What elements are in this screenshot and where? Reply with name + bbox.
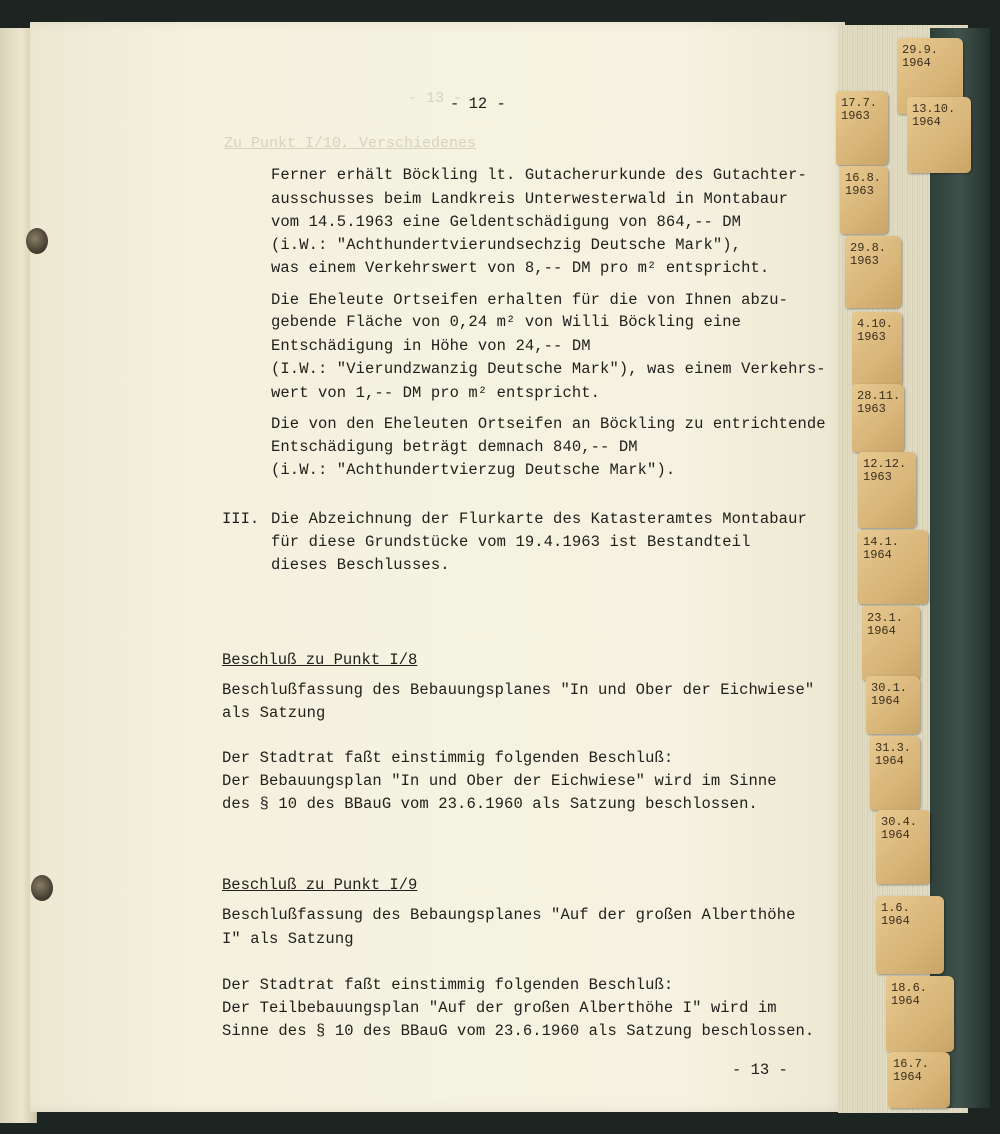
section-numeral: III. — [222, 510, 260, 528]
index-tab[interactable]: 18.6. 1964 — [886, 976, 954, 1052]
index-tab[interactable]: 31.3. 1964 — [870, 736, 920, 810]
text-line: ausschusses beim Landkreis Unterwesterwald in Montabaur — [271, 190, 789, 208]
text-line: (i.W.: "Achthundertvierundsechzig Deutsche Mark"), — [271, 236, 742, 254]
text-line: Die Abzeichnung der Flurkarte des Katasteramtes Montabaur — [271, 510, 807, 528]
text-line: I" als Satzung — [222, 930, 354, 948]
text-line: Der Bebauungsplan "In und Ober der Eichwiese" wird im Sinne — [222, 772, 777, 790]
text-line: Der Stadtrat faßt einstimmig folgenden Beschluß: — [222, 749, 674, 767]
binder-ring-top — [26, 228, 48, 254]
text-line: (I.W.: "Vierundzwanzig Deutsche Mark"), was einem Verkehrs- — [271, 360, 826, 378]
section-heading: Beschluß zu Punkt I/9 — [222, 876, 418, 894]
text-line: vom 14.5.1963 eine Geldentschädigung von 864,-- DM — [271, 213, 742, 231]
index-tab[interactable]: 30.4. 1964 — [876, 810, 930, 884]
text-line: Die Eheleute Ortseifen erhalten für die von Ihnen abzu- — [271, 291, 789, 309]
index-tab[interactable]: 29.8. 1963 — [845, 236, 901, 308]
index-tab[interactable]: 23.1. 1964 — [862, 606, 920, 680]
section-heading: Beschluß zu Punkt I/8 — [222, 651, 418, 669]
text-line: was einem Verkehrswert von 8,-- DM pro m² entspricht. — [271, 259, 770, 277]
text-line: für diese Grundstücke vom 19.4.1963 ist Bestandteil — [271, 533, 751, 551]
index-tab[interactable]: 17.7. 1963 — [836, 91, 888, 165]
text-line: des § 10 des BBauG vom 23.6.1960 als Satzung beschlossen. — [222, 795, 758, 813]
text-line: Entschädigung beträgt demnach 840,-- DM — [271, 438, 638, 456]
ghost-heading: Zu Punkt I/10, Verschiedenes — [224, 135, 477, 152]
text-line: Der Stadtrat faßt einstimmig folgenden Beschluß: — [222, 976, 674, 994]
text-line: dieses Beschlusses. — [271, 556, 450, 574]
text-line: Beschlußfassung des Bebaungsplanes "Auf der großen Alberthöhe — [222, 906, 796, 924]
index-tab[interactable]: 1.6. 1964 — [876, 896, 944, 974]
index-tab[interactable]: 16.7. 1964 — [888, 1052, 950, 1108]
text-line: Beschlußfassung des Bebauungsplanes "In und Ober der Eichwiese" — [222, 681, 815, 699]
index-tab[interactable]: 4.10. 1963 — [852, 312, 902, 386]
page-number-top: - 12 - — [450, 95, 506, 113]
text-line: Die von den Eheleuten Ortseifen an Böckling zu entrichtende — [271, 415, 826, 433]
index-tab[interactable]: 30.1. 1964 — [866, 676, 920, 734]
text-line: als Satzung — [222, 704, 326, 722]
index-tab[interactable]: 16.8. 1963 — [840, 166, 888, 234]
text-line: wert von 1,-- DM pro m² entspricht. — [271, 384, 601, 402]
index-tab[interactable]: 28.11. 1963 — [852, 384, 904, 452]
index-tab[interactable]: 12.12. 1963 — [858, 452, 916, 528]
text-line: Der Teilbebauungsplan "Auf der großen Alberthöhe I" wird im — [222, 999, 777, 1017]
index-tab[interactable]: 14.1. 1964 — [858, 530, 928, 604]
index-tab[interactable]: 13.10. 1964 — [907, 97, 971, 173]
text-line: Entschädigung in Höhe von 24,-- DM — [271, 337, 591, 355]
text-line: gebende Fläche von 0,24 m² von Willi Böckling eine — [271, 313, 742, 331]
page-number-bottom: - 13 - — [732, 1061, 788, 1079]
binder-ring-bottom — [31, 875, 53, 901]
text-line: (i.W.: "Achthundertvierzug Deutsche Mark"). — [271, 461, 676, 479]
index-tab[interactable]: 29.9. 1964 — [897, 38, 963, 114]
ghost-page-number: - 13 - — [408, 90, 463, 107]
text-line: Ferner erhält Böckling lt. Gutacherurkunde des Gutachter- — [271, 166, 807, 184]
text-line: Sinne des § 10 des BBauG vom 23.6.1960 als Satzung beschlossen. — [222, 1022, 815, 1040]
